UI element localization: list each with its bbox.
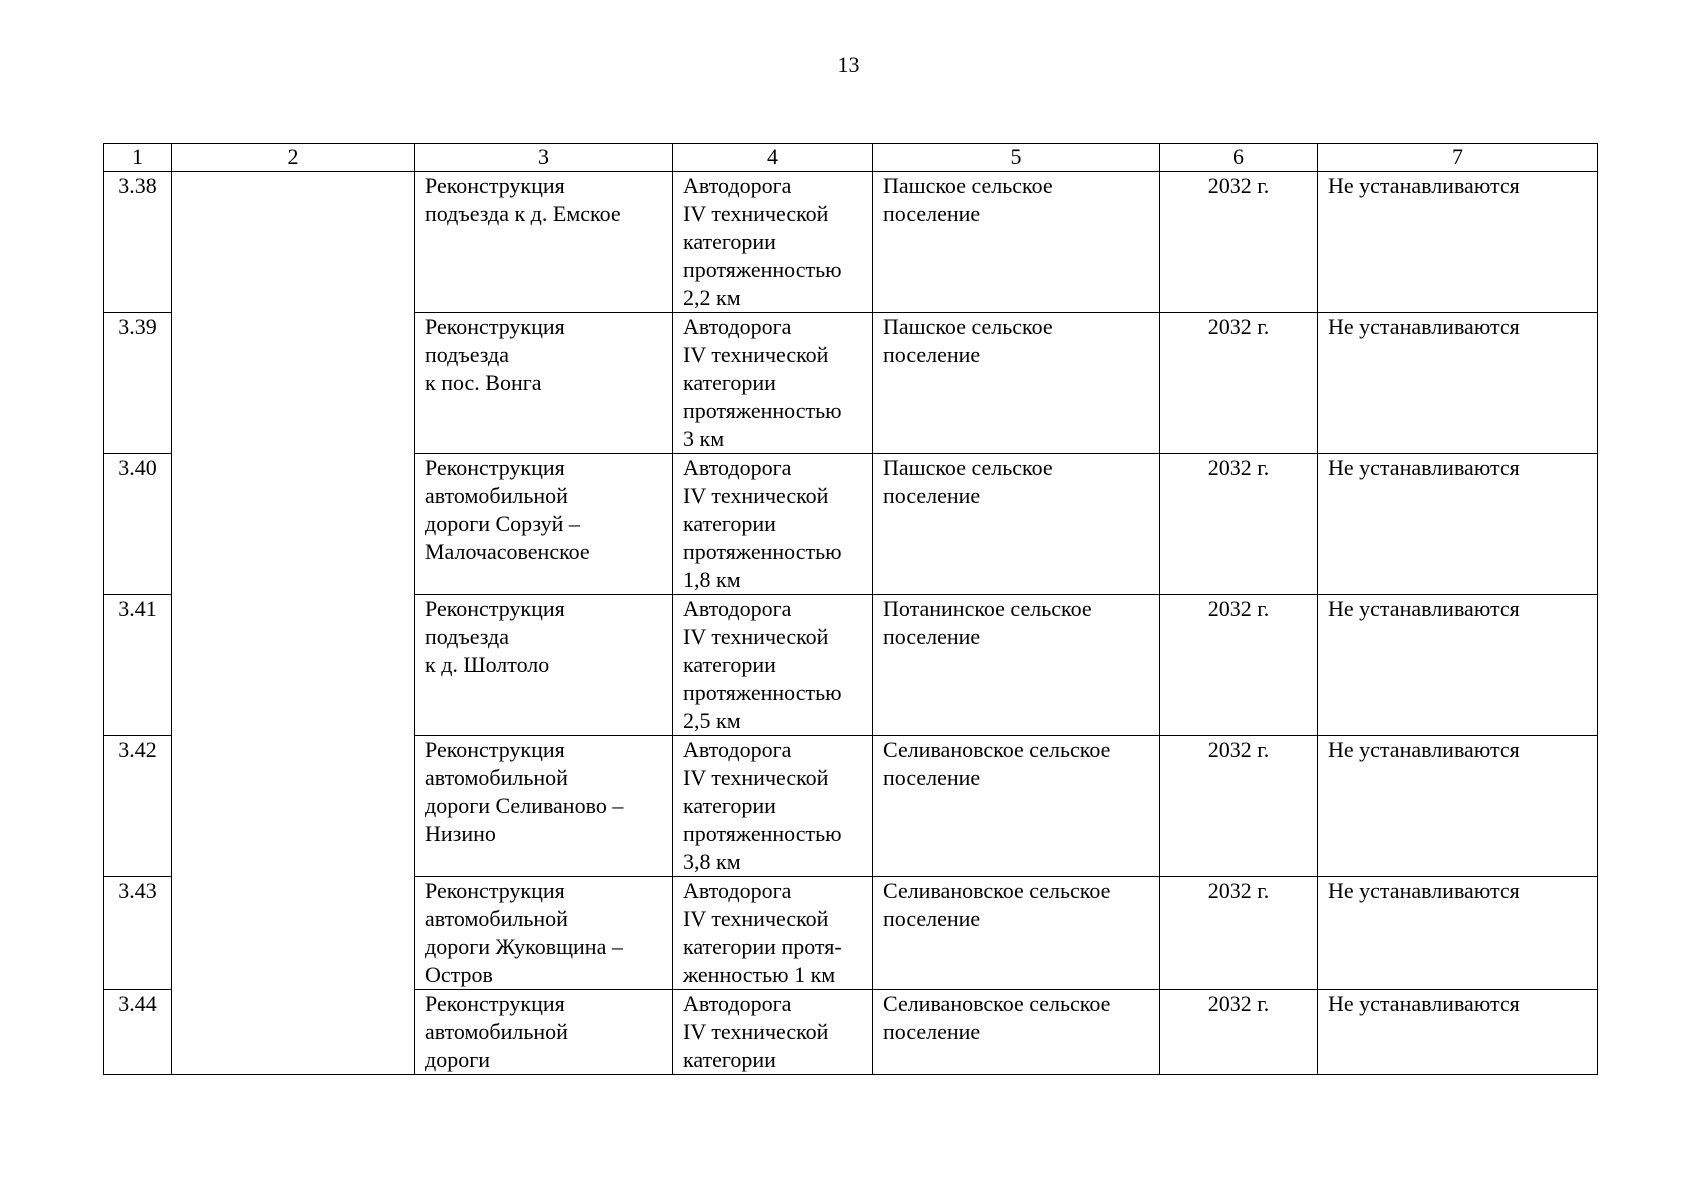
page-number: 13 <box>837 52 860 77</box>
row-number: 3.38 <box>104 172 172 313</box>
table-header-row <box>104 144 1598 172</box>
object-characteristics: Автодорога IV технической категории протяженностью 2,5 км <box>673 595 873 736</box>
header-col-7: 7 <box>1318 144 1598 172</box>
table-row <box>104 172 1598 313</box>
object-characteristics: Автодорога IV технической категории протяженностью 1,8 км <box>673 454 873 595</box>
object-name: Реконструкция автомобильной дороги <box>415 990 673 1075</box>
zones-text: Не устанавливаются <box>1318 595 1598 736</box>
object-name: Реконструкция подъезда к пос. Вонга <box>415 313 673 454</box>
row-number: 3.44 <box>104 990 172 1075</box>
row-number: 3.39 <box>104 313 172 454</box>
row-number: 3.40 <box>104 454 172 595</box>
zones-text: Не устанавливаются <box>1318 990 1598 1075</box>
zones-text: Не устанавливаются <box>1318 172 1598 313</box>
header-col-5: 5 <box>873 144 1160 172</box>
zones-text: Не устанавливаются <box>1318 313 1598 454</box>
row-number: 3.41 <box>104 595 172 736</box>
implementation-year: 2032 г. <box>1160 313 1318 454</box>
object-characteristics: Автодорога IV технической категории протя- женностью 1 км <box>673 877 873 990</box>
zones-text: Не устанавливаются <box>1318 877 1598 990</box>
object-location: Пашское сельское поселение <box>873 454 1160 595</box>
merged-column-2-cell <box>172 172 415 1075</box>
object-name: Реконструкция подъезда к д. Шолтоло <box>415 595 673 736</box>
object-characteristics: Автодорога IV технической категории <box>673 990 873 1075</box>
header-col-6: 6 <box>1160 144 1318 172</box>
object-characteristics: Автодорога IV технической категории протяженностью 3 км <box>673 313 873 454</box>
row-number: 3.42 <box>104 736 172 877</box>
implementation-year: 2032 г. <box>1160 454 1318 595</box>
zones-text: Не устанавливаются <box>1318 454 1598 595</box>
object-name: Реконструкция автомобильной дороги Жуковщина – Остров <box>415 877 673 990</box>
object-name: Реконструкция автомобильной дороги Сорзуй – Малочасовенское <box>415 454 673 595</box>
row-number: 3.43 <box>104 877 172 990</box>
implementation-year: 2032 г. <box>1160 172 1318 313</box>
implementation-year: 2032 г. <box>1160 990 1318 1075</box>
object-location: Потанинское сельское поселение <box>873 595 1160 736</box>
object-characteristics: Автодорога IV технической категории протяженностью 2,2 км <box>673 172 873 313</box>
header-col-4: 4 <box>673 144 873 172</box>
object-location: Селивановское сельское поселение <box>873 990 1160 1075</box>
objects-table <box>103 143 1598 1075</box>
object-location: Пашское сельское поселение <box>873 313 1160 454</box>
header-col-1: 1 <box>104 144 172 172</box>
implementation-year: 2032 г. <box>1160 595 1318 736</box>
header-col-3: 3 <box>415 144 673 172</box>
implementation-year: 2032 г. <box>1160 877 1318 990</box>
zones-text: Не устанавливаются <box>1318 736 1598 877</box>
object-location: Пашское сельское поселение <box>873 172 1160 313</box>
object-location: Селивановское сельское поселение <box>873 877 1160 990</box>
object-characteristics: Автодорога IV технической категории протяженностью 3,8 км <box>673 736 873 877</box>
object-name: Реконструкция подъезда к д. Емское <box>415 172 673 313</box>
object-location: Селивановское сельское поселение <box>873 736 1160 877</box>
header-col-2: 2 <box>172 144 415 172</box>
implementation-year: 2032 г. <box>1160 736 1318 877</box>
object-name: Реконструкция автомобильной дороги Селиваново – Низино <box>415 736 673 877</box>
